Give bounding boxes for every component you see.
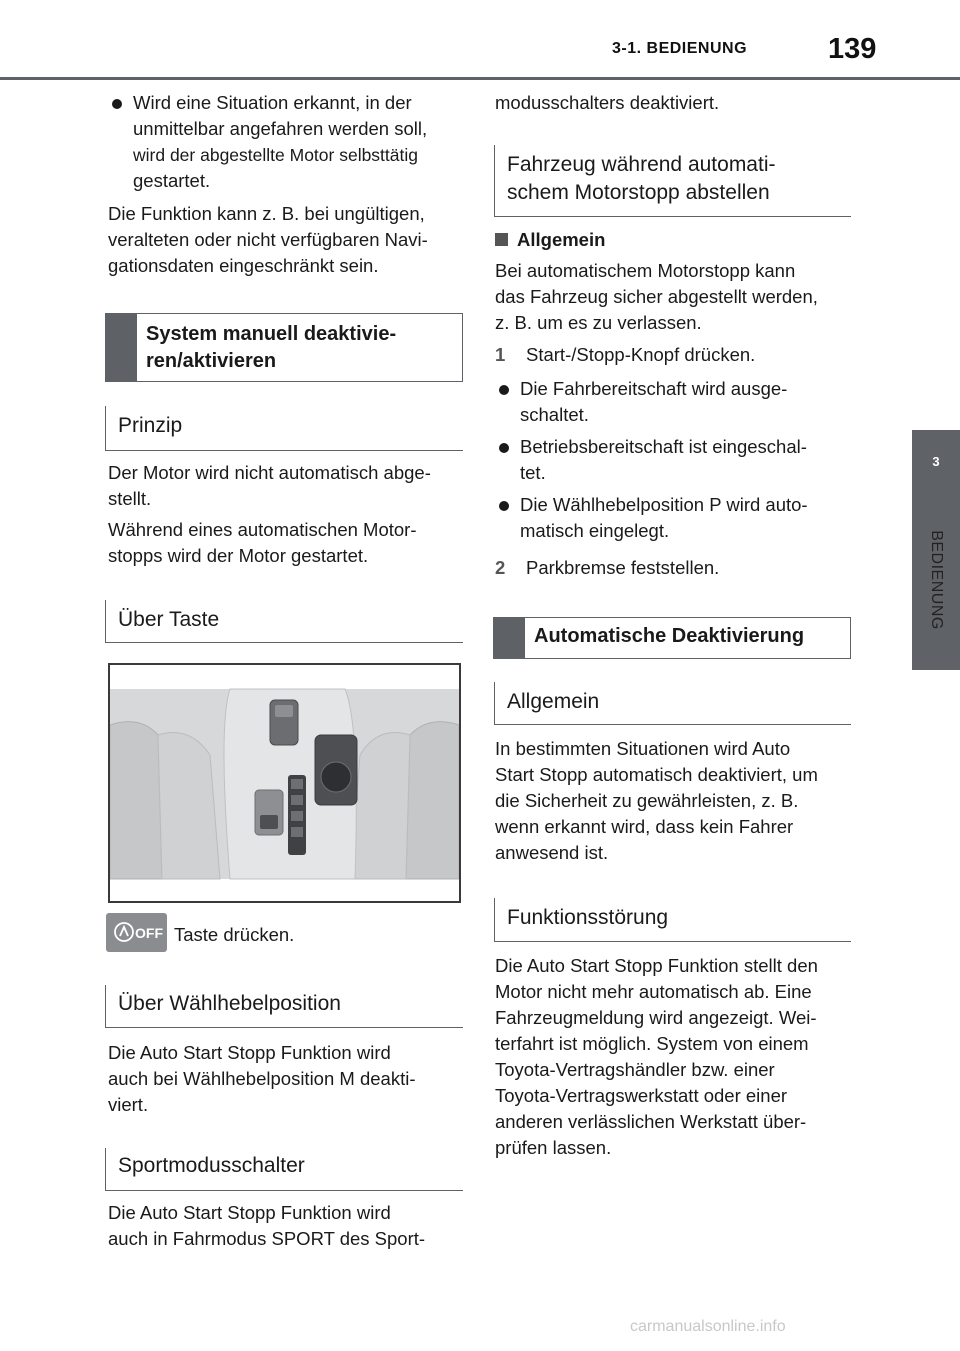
subheading-text: Sportmodusschalter [118,1154,305,1177]
section-heading-automatisch [493,617,851,659]
text-line: terfahrt ist möglich. System von einem [495,1033,809,1054]
text-line: Wird eine Situation erkannt, in der [133,92,412,113]
text-line: stellt. [108,488,152,509]
step-number: 1 [495,344,506,365]
step-2 [495,555,886,581]
text-line: wird der abgestellte Motor selbsttätig [133,145,418,165]
text-line: Die Funktion kann z. B. bei ungültigen, [108,203,425,224]
section-title: 3-1. BEDIENUNG [612,40,748,57]
heading-text: Automatische Deaktivierung [534,625,805,647]
text-line: Fahrzeugmeldung wird angezeigt. Wei- [495,1007,817,1028]
header-rule [0,77,960,80]
text-line: z. B. um es zu verlassen. [495,312,702,333]
text-line: auch in Fahrmodus SPORT des Sport- [108,1228,426,1249]
subheading-text: Funktionsstörung [507,906,669,929]
text-line: Die Auto Start Stopp Funktion wird [108,1202,391,1223]
subheading-text: Über Wählhebelposition [118,992,341,1015]
bullet-icon [499,443,509,453]
text-line: Bei automatischem Motorstopp kann [495,260,796,281]
text-line: viert. [108,1094,149,1115]
text-line: Start Stopp automatisch deaktiviert, um [495,764,818,785]
bullet-icon [499,385,509,395]
text-line: anderen verlässlichen Werkstatt über- [495,1111,807,1132]
text-line: In bestimmten Situationen wird Auto [495,738,791,759]
step-text: Parkbremse feststellen. [526,557,720,578]
text-line: Während eines automatischen Motor- [108,519,417,540]
chapter-label: BEDIENUNG [928,530,945,630]
bullet-icon [499,501,509,511]
watermark-text: carmanualsonline.info [630,1318,786,1335]
auto-start-stop-off-icon [106,913,167,952]
subheading-taste [105,600,463,643]
text-line: Motor nicht mehr automatisch ab. Eine [495,981,812,1002]
text-line: anwesend ist. [495,842,609,863]
subheading-funktionsstoerung [494,898,851,942]
heading-text: System manuell deaktivie- ren/aktivieren [146,323,397,372]
paragraph-sport [108,1200,468,1252]
paragraph-prinzip [108,460,468,512]
text-line: unmittelbar angefahren werden soll, [133,118,428,139]
text-line: veralteten oder nicht verfügbaren Navi- [108,229,428,250]
text-line: die Sicherheit zu gewährleisten, z. B. [495,790,799,811]
text-line: gationsdaten eingeschränkt sein. [108,255,379,276]
text-line: das Fahrzeug sicher abgestellt werden, [495,286,818,307]
text-line: gestartet. [133,170,211,191]
step-1 [495,342,886,368]
bullet-fahrbereitschaft: Die Fahrbereitschaft wird ausge- schaltet. [495,376,880,428]
subheading-waehlhebel [105,985,463,1028]
heading-allgemein: Allgemein [495,227,605,253]
subheading-prinzip [105,406,463,451]
square-bullet-icon [495,233,508,246]
step-number: 2 [495,557,506,578]
subheading-allgemein [494,682,851,725]
paragraph-motorstopp [108,517,468,569]
step-text: Start-/Stopp-Knopf drücken. [526,344,756,365]
text-line: prüfen lassen. [495,1137,612,1158]
subheading-text: Fahrzeug während automati- schem Motorstopp abstellen [507,153,776,204]
bullet-betriebsbereitschaft: Betriebsbereitschaft ist eingeschal- tet. [495,434,880,486]
text-line: stopps wird der Motor gestartet. [108,545,369,566]
subheading-text: Über Taste [118,608,220,631]
press-instruction: Taste drücken. [174,924,295,945]
text-line: wenn erkannt wird, dass kein Fahrer [495,816,794,837]
text-line: Die Auto Start Stopp Funktion wird [108,1042,391,1063]
off-icon-graphic [106,913,167,952]
heading-bar [494,618,525,658]
paragraph-stoerung [495,953,855,1161]
subheading-fahrzeug-abstellen [494,145,851,217]
text-line: Der Motor wird nicht automatisch abge- [108,462,431,483]
paragraph-waehlhebel [108,1040,468,1118]
chapter-number: 3 [932,454,940,469]
subheading-text: Allgemein [507,690,600,713]
paragraph-abstellen [495,258,855,336]
subheading-sport [105,1148,463,1191]
text-line: auch bei Wählhebelposition M deakti- [108,1068,416,1089]
bullet-situation [108,90,493,194]
text-line: Die Auto Start Stopp Funktion stellt den [495,955,818,976]
paragraph-funktion [108,201,468,279]
heading-bar [106,314,137,381]
subheading-text: Prinzip [118,414,183,437]
section-heading-manual [105,313,463,382]
console-drawing [110,665,459,901]
bullet-icon [112,99,122,109]
off-label: OFF [135,925,163,941]
page-number: 139 [828,33,877,65]
text-line: Toyota-Vertragshändler bzw. einer [495,1059,775,1080]
paragraph-continued: modusschalters deaktiviert. [495,92,720,113]
center-console-illustration [108,663,461,903]
bullet-waehlhebel-p: Die Wählhebelposition P wird auto- matisch eingelegt. [495,492,880,544]
text-line: Toyota-Vertragswerkstatt oder einer [495,1085,788,1106]
paragraph-situationen [495,736,855,866]
